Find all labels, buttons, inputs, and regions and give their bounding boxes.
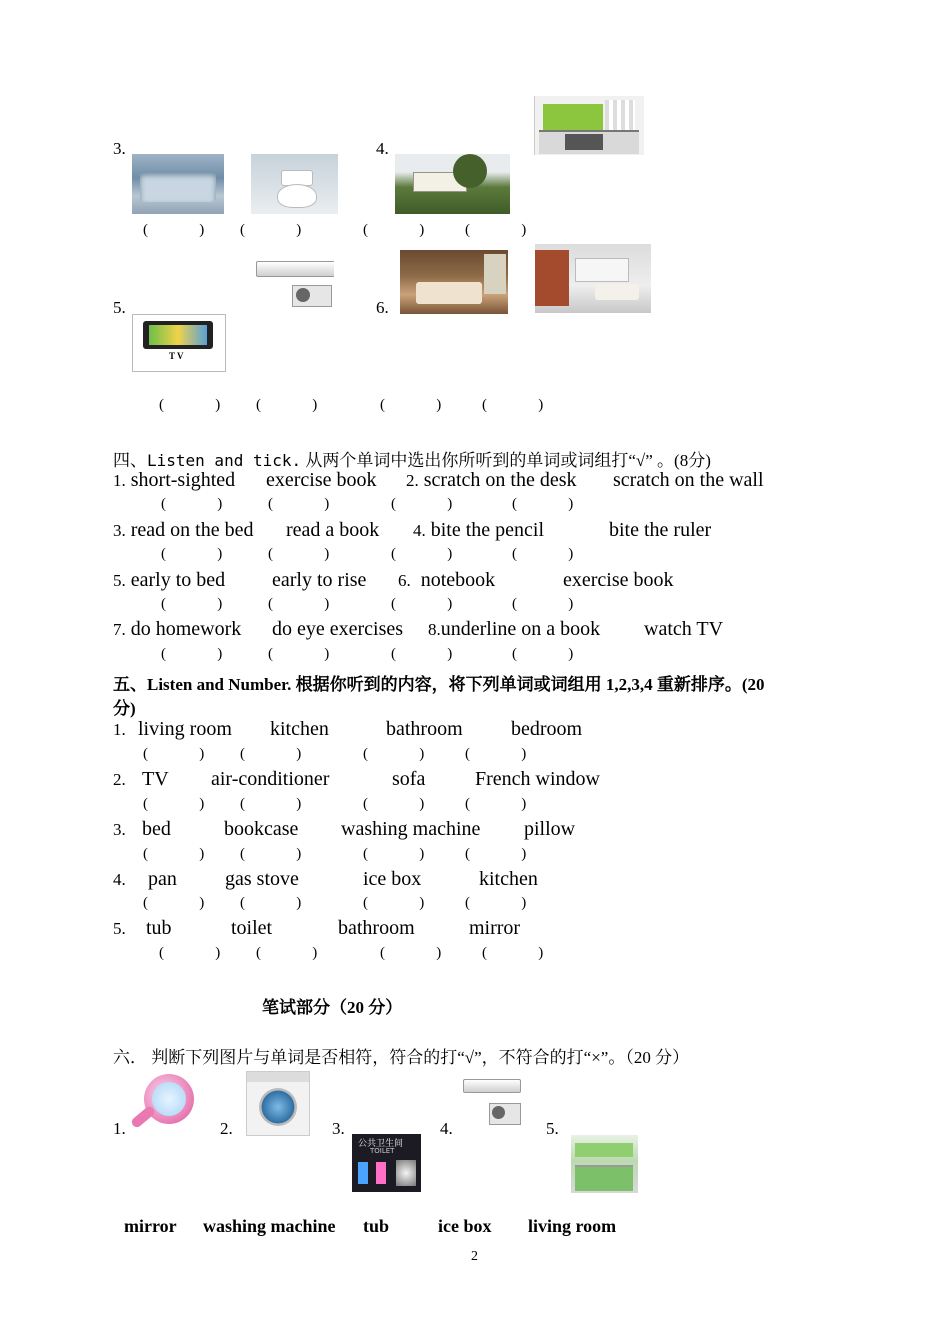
answer-paren[interactable]: ( ) bbox=[268, 646, 340, 662]
answer-paren[interactable]: ( ) bbox=[161, 646, 233, 662]
section6-heading: 六． 判断下列图片与单词是否相符，符合的打“√”，不符合的打“×”。（20 分） bbox=[113, 1048, 690, 1067]
air-conditioner-picture bbox=[256, 259, 334, 307]
word-mirror: mirror bbox=[124, 1216, 177, 1236]
section4-row: 5. early to bed bbox=[113, 569, 226, 591]
section4-row: 7. do homework bbox=[113, 618, 242, 640]
order-word: mirror bbox=[469, 917, 521, 939]
answer-paren[interactable]: ( ) bbox=[391, 596, 463, 612]
answer-paren[interactable]: ( ) bbox=[256, 945, 328, 961]
kitchen-stove-picture bbox=[534, 96, 644, 155]
order-word: sofa bbox=[392, 768, 426, 790]
option-word: watch TV bbox=[644, 618, 724, 640]
answer-paren[interactable]: ( ) bbox=[482, 945, 554, 961]
answer-paren[interactable]: ( ) bbox=[268, 546, 340, 562]
option-word: early to rise bbox=[272, 569, 367, 591]
page-number: 2 bbox=[471, 1249, 478, 1264]
order-word: toilet bbox=[231, 917, 273, 939]
section4-row: 1. short-sighted bbox=[113, 469, 236, 491]
washing-machine-picture bbox=[246, 1071, 310, 1136]
answer-paren[interactable]: ( ) bbox=[482, 397, 554, 413]
order-word: TV bbox=[142, 768, 169, 790]
answer-paren[interactable]: ( ) bbox=[380, 397, 452, 413]
written-part-title: 笔试部分（20 分） bbox=[262, 998, 403, 1017]
answer-paren[interactable]: ( ) bbox=[391, 496, 463, 512]
answer-paren[interactable]: ( ) bbox=[161, 546, 233, 562]
answer-paren[interactable]: ( ) bbox=[240, 895, 312, 911]
order-word: gas stove bbox=[225, 868, 299, 890]
answer-paren[interactable]: ( ) bbox=[512, 546, 584, 562]
answer-paren[interactable]: ( ) bbox=[240, 746, 312, 762]
option-word: do eye exercises bbox=[272, 618, 404, 640]
answer-paren[interactable]: ( ) bbox=[161, 596, 233, 612]
option-word: scratch on the wall bbox=[613, 469, 764, 491]
order-word: French window bbox=[475, 768, 600, 790]
answer-paren[interactable]: ( ) bbox=[465, 746, 537, 762]
order-word: bathroom bbox=[386, 718, 463, 740]
bathtub-picture bbox=[132, 154, 224, 214]
order-word: pillow bbox=[524, 818, 576, 840]
word-tub: tub bbox=[363, 1216, 390, 1236]
answer-paren[interactable]: ( ) bbox=[363, 846, 435, 862]
word-ice-box: ice box bbox=[438, 1216, 492, 1236]
answer-paren[interactable]: ( ) bbox=[268, 596, 340, 612]
q3-number: 3. bbox=[113, 139, 126, 158]
q6-number: 6. bbox=[376, 298, 389, 317]
q5-number: 5. bbox=[546, 1119, 559, 1138]
answer-paren[interactable]: ( ) bbox=[363, 895, 435, 911]
answer-paren[interactable]: ( ) bbox=[465, 796, 537, 812]
answer-paren[interactable]: ( ) bbox=[380, 945, 452, 961]
toilet-sign-en: TOILET bbox=[370, 1147, 395, 1155]
q4-number: 4. bbox=[376, 139, 389, 158]
section5-heading: 五、Listen and Number. 根据你听到的内容，将下列单词或词组用 1,2,3,4 重新排序。(20 bbox=[113, 675, 765, 694]
toilet-sign-cn: 公共卫生间 bbox=[358, 1139, 404, 1149]
order-word: bed bbox=[142, 818, 171, 840]
q1-number: 1. bbox=[113, 1119, 126, 1138]
order-word: tub bbox=[146, 917, 172, 939]
toilet-sign-picture bbox=[352, 1134, 421, 1192]
section5-heading-cont: 分) bbox=[113, 699, 136, 718]
q5-number: 5. bbox=[113, 298, 126, 317]
answer-paren[interactable]: ( ) bbox=[240, 846, 312, 862]
section4-row: 4. bite the pencil bbox=[413, 519, 545, 541]
tv-picture bbox=[132, 314, 226, 372]
option-word: bite the ruler bbox=[609, 519, 712, 541]
option-word: exercise book bbox=[266, 469, 377, 491]
option-word: read a book bbox=[286, 519, 380, 541]
air-conditioner-picture bbox=[463, 1077, 521, 1127]
section4-row: 6. notebook bbox=[398, 569, 496, 591]
word-washing-machine: washing machine bbox=[203, 1216, 336, 1236]
answer-paren[interactable]: ( ) bbox=[363, 222, 435, 238]
answer-paren[interactable]: ( ) bbox=[465, 846, 537, 862]
q4-number: 4. bbox=[440, 1119, 453, 1138]
section4-heading: 四、Listen and tick. 从两个单词中选出你所听到的单词或词组打“√” 。(8分) bbox=[113, 451, 711, 470]
answer-paren[interactable]: ( ) bbox=[143, 895, 215, 911]
answer-paren[interactable]: ( ) bbox=[391, 546, 463, 562]
answer-paren[interactable]: ( ) bbox=[256, 397, 328, 413]
answer-paren[interactable]: ( ) bbox=[159, 397, 231, 413]
answer-paren[interactable]: ( ) bbox=[143, 796, 215, 812]
section4-row: 8.underline on a book bbox=[428, 618, 601, 640]
q3-number: 3. bbox=[332, 1119, 345, 1138]
q2-number: 2. bbox=[220, 1119, 233, 1138]
house-garden-picture bbox=[395, 154, 510, 214]
order-word: air-conditioner bbox=[211, 768, 330, 790]
order-word: pan bbox=[148, 868, 177, 890]
order-word: kitchen bbox=[479, 868, 538, 890]
order-word: washing machine bbox=[341, 818, 481, 840]
order-word: bookcase bbox=[224, 818, 299, 840]
answer-paren[interactable]: ( ) bbox=[363, 746, 435, 762]
answer-paren[interactable]: ( ) bbox=[512, 646, 584, 662]
answer-paren[interactable]: ( ) bbox=[512, 496, 584, 512]
order-word: bedroom bbox=[511, 718, 583, 740]
tv-label: TV bbox=[169, 351, 186, 361]
answer-paren[interactable]: ( ) bbox=[363, 796, 435, 812]
answer-paren[interactable]: ( ) bbox=[240, 796, 312, 812]
mirror-picture bbox=[126, 1072, 198, 1136]
answer-paren[interactable]: ( ) bbox=[143, 846, 215, 862]
answer-paren[interactable]: ( ) bbox=[143, 746, 215, 762]
answer-paren[interactable]: ( ) bbox=[240, 222, 312, 238]
answer-paren[interactable]: ( ) bbox=[512, 596, 584, 612]
answer-paren[interactable]: ( ) bbox=[465, 895, 537, 911]
word-living-room: living room bbox=[528, 1216, 617, 1236]
answer-paren[interactable]: ( ) bbox=[159, 945, 231, 961]
order-word: living room bbox=[138, 718, 232, 740]
option-word: exercise book bbox=[563, 569, 674, 591]
kitchen-picture bbox=[571, 1135, 638, 1193]
toilet-picture bbox=[251, 154, 338, 214]
answer-paren[interactable]: ( ) bbox=[391, 646, 463, 662]
order-word: ice box bbox=[363, 868, 422, 890]
section4-row: 3. read on the bed bbox=[113, 519, 254, 541]
section4-row: 2. scratch on the desk bbox=[406, 469, 577, 491]
answer-paren[interactable]: ( ) bbox=[161, 496, 233, 512]
order-word: bathroom bbox=[338, 917, 415, 939]
bedroom-picture bbox=[400, 250, 508, 314]
living-room-picture bbox=[535, 244, 651, 313]
answer-paren[interactable]: ( ) bbox=[268, 496, 340, 512]
answer-paren[interactable]: ( ) bbox=[465, 222, 537, 238]
answer-paren[interactable]: ( ) bbox=[143, 222, 215, 238]
order-word: kitchen bbox=[270, 718, 329, 740]
